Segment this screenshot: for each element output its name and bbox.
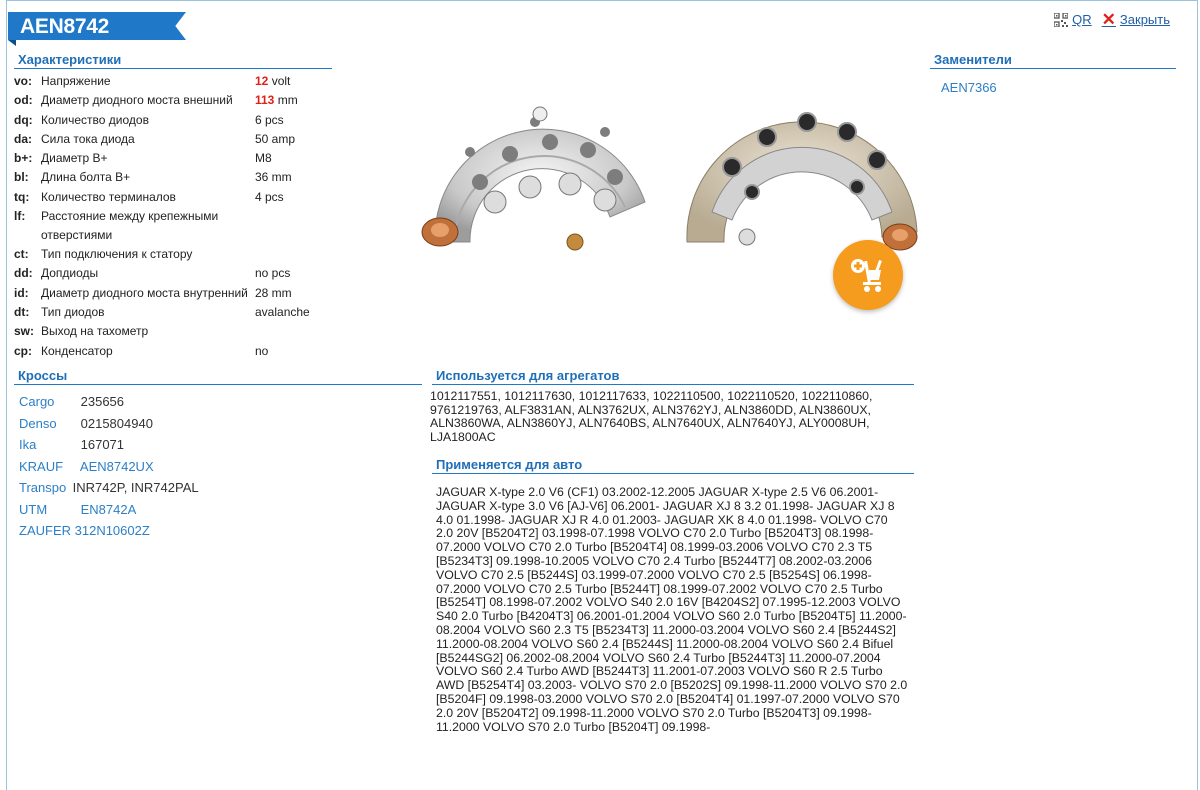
applied-for-list: JAGUAR X-type 2.0 V6 (CF1) 03.2002-12.2005 JAGUAR X-type 2.5 V6 06.2001- JAGUAR X-type 3.0 V6 [AJ-V6] 06.2001- JAGUAR XJ 8 3.2 01.1998- JAGUAR XJ 8 4.0 01.1998- JAGUAR XJ R 4.0 01.2003- JAGUAR XK 8 4.0 01.1998- VOLVO C70 2.0 20V [B5204T2] 03.1998-07.1998 VOLVO C70 2.0 Turbo [B5204T3] 08.1998-07.2000 VOLVO C70 2.0 Turbo [B5204T4] 08.1999-03.2006 VOLVO C70 2.3 T5 [B5234T3] 09.1998-10.2005 VOLVO C70 2.4 Turbo [B5244T7] 08.2002-03.2006 VOLVO C70 2.5 [B5244S] 03.1999-07.2000 VOLVO C70 2.5 [B5254S] 06.1998-07.2000 VOLVO C70 2.5 Turbo [B5244T] 08.1999-07.2002 VOLVO C70 2.5 Turbo [B5254T] 08.1998-07.2002 VOLVO S40 2.0 16V [B4204S2] 07.1995-12.2003 VOLVO S40 2.0 Turbo [B4204T3] 06.2001-01.2004 VOLVO S60 2.0 Turbo [B5204T5] 11.2000-08.2004 VOLVO S60 2.3 T5 [B5234T3] 11.2000-03.2004 VOLVO S60 2.4 [B5244S2] 11.2000-08.2004 VOLVO S60 2.4 [B5244S] 11.2000-08.2004 VOLVO S60 2.4 Bifuel [B5244SG2] 06.2002-08.2004 VOLVO S60 2.4 Turbo [B5244T3] 11.2000-07.2004 VOLVO S60 2.4 Turbo AWD [B5244T3] 11.2001-07.2003 VOLVO S60 R 2.5 Turbo AWD [B5254T4] 03.2003- VOLVO S70 2.0 [B5202S] 09.1998-11.2000 VOLVO S70 2.0 [B5204F] 09.1998-03.2000 VOLVO S70 2.0 [B5204T4] 01.1997-07.2000 VOLVO S70 2.0 20V [B5204T2] 09.1998-11.2000 VOLVO S70 2.0 Turbo [B5204T3] 09.1998-11.2000 VOLVO S70 2.0 Turbo [B5204T] 09.1998- — [436, 485, 908, 734]
characteristic-code: b+: — [14, 151, 33, 166]
characteristic-value-cell — [255, 72, 310, 91]
characteristic-value-cell — [255, 342, 310, 361]
characteristic-row — [14, 303, 310, 322]
characteristic-value-cell — [255, 284, 310, 303]
characteristic-code: bl: — [14, 170, 29, 185]
characteristic-value: M8 — [255, 151, 272, 166]
cross-row — [14, 477, 422, 499]
characteristic-value: 50 amp — [255, 131, 296, 146]
characteristic-code: dd: — [14, 266, 33, 281]
add-to-cart-icon — [833, 240, 903, 310]
characteristic-value-cell — [255, 168, 310, 187]
characteristic-value-cell — [255, 264, 310, 283]
characteristic-unit: volt — [268, 74, 291, 88]
characteristic-value: avalanche — [255, 304, 310, 319]
crosses-list — [14, 391, 422, 542]
characteristic-row — [14, 207, 310, 245]
close-label: Закрыть — [1119, 12, 1170, 27]
characteristic-code: od: — [14, 93, 33, 108]
cross-brand: Transpo — [19, 480, 67, 495]
characteristic-value: 12 — [255, 74, 269, 88]
characteristic-row — [14, 188, 310, 207]
cross-number: 235656 — [80, 394, 125, 409]
cross-number: 167071 — [80, 437, 125, 452]
characteristic-name: Тип подключения к статору — [41, 247, 193, 262]
characteristic-code: dt: — [14, 304, 30, 319]
rectifier-front-image — [410, 92, 670, 272]
cross-row — [14, 434, 422, 456]
characteristic-row — [14, 149, 310, 168]
characteristic-name: Напряжение — [41, 74, 111, 88]
characteristics-title: Характеристики — [14, 52, 332, 69]
ribbon-fold — [8, 40, 16, 46]
characteristic-code: ct: — [14, 247, 29, 262]
characteristic-code: vo: — [14, 74, 32, 88]
crosses-title: Кроссы — [14, 368, 422, 385]
characteristic-value: 36 mm — [255, 170, 292, 185]
characteristic-name: Выход на тахометр — [41, 324, 149, 339]
characteristic-code: id: — [14, 285, 29, 300]
characteristic-name: Расстояние между крепежными отверстиями — [41, 209, 219, 243]
add-to-cart-button[interactable] — [833, 240, 903, 310]
characteristic-name: Сила тока диода — [41, 131, 135, 146]
characteristic-name: Допдиоды — [41, 266, 99, 281]
applied-for-section — [432, 457, 914, 734]
characteristic-name: Диаметр диодного моста внутренний — [41, 285, 248, 300]
cross-brand: Ika — [19, 437, 37, 452]
crosses-section — [14, 368, 422, 542]
characteristic-code: lf: — [14, 209, 26, 224]
cross-row — [14, 413, 422, 435]
characteristic-value-cell — [255, 149, 310, 168]
characteristic-value-cell — [255, 188, 310, 207]
characteristic-name: Тип диодов — [41, 304, 105, 319]
characteristic-code: cp: — [14, 343, 32, 358]
characteristics-section — [14, 52, 332, 361]
characteristic-row — [14, 245, 310, 264]
characteristics-table — [14, 72, 310, 361]
characteristic-name: Конденсатор — [41, 343, 113, 358]
characteristic-value: 113 — [255, 93, 275, 108]
cross-row — [14, 391, 422, 413]
characteristic-row — [14, 91, 310, 110]
applied-for-title: Применяется для авто — [432, 457, 914, 474]
characteristic-value-cell — [255, 130, 310, 149]
cross-number[interactable]: AEN8742UX — [79, 458, 154, 474]
used-for-list: 1012117551, 1012117630, 1012117633, 1022110500, 1022110520, 1022110860, 9761219763, ALF3831AN, ALN3762UX, ALN3762YJ, ALN3860DD, ALN3860UX, ALN3860WA, ALN3860YJ, ALN7640BS, ALN7640UX, ALN7640YJ, ALY0008UH, LJA1800AC — [430, 389, 873, 444]
cross-brand: Denso — [19, 415, 57, 431]
qr-code-icon — [1054, 13, 1068, 27]
replacements-title: Заменители — [930, 52, 1176, 69]
characteristic-name: Диаметр B+ — [41, 151, 108, 166]
characteristic-value: 6 pcs — [255, 112, 284, 127]
characteristic-row — [14, 130, 310, 149]
characteristic-name: Количество диодов — [41, 112, 149, 127]
characteristic-row — [14, 111, 310, 130]
used-for-title: Используется для агрегатов — [432, 368, 914, 385]
characteristic-code: sw: — [14, 324, 35, 339]
characteristic-name: Диаметр диодного моста внешний — [41, 93, 233, 108]
cross-number: 0215804940 — [80, 415, 153, 431]
characteristic-row — [14, 264, 310, 283]
close-icon: ✕ — [1101, 10, 1116, 29]
qr-link[interactable] — [1054, 12, 1092, 27]
characteristic-value-cell — [255, 91, 310, 110]
characteristic-code: tq: — [14, 189, 30, 204]
characteristic-value-cell — [255, 207, 310, 245]
characteristic-code: dq: — [14, 112, 33, 127]
characteristic-value: no pcs — [255, 266, 291, 281]
cross-brand: KRAUF — [19, 458, 64, 474]
characteristic-value: 28 mm — [255, 285, 292, 300]
replacements-section — [930, 52, 1176, 95]
used-for-section — [432, 368, 914, 444]
characteristic-value-cell — [255, 245, 310, 264]
characteristic-unit: mm — [274, 93, 298, 108]
characteristic-code: da: — [14, 131, 32, 146]
characteristic-value-cell — [255, 303, 310, 322]
part-number-title: AEN8742 — [20, 15, 109, 38]
cross-number[interactable]: 312N10602Z — [74, 523, 150, 538]
cross-brand: UTM — [19, 501, 48, 517]
cross-row — [14, 456, 422, 478]
characteristic-row — [14, 168, 310, 187]
characteristic-name: Длина болта B+ — [41, 170, 131, 185]
cross-row — [14, 520, 422, 542]
replacement-link[interactable]: AEN7366 — [941, 80, 997, 95]
characteristic-value: 4 pcs — [255, 189, 284, 204]
cross-number: INR742P, INR742PAL — [72, 480, 199, 495]
top-actions — [1054, 12, 1170, 27]
cross-brand: ZAUFER — [19, 523, 71, 538]
characteristic-name: Количество терминалов — [41, 189, 176, 204]
characteristic-row — [14, 322, 310, 341]
cross-brand: Cargo — [19, 394, 55, 409]
close-link[interactable] — [1102, 12, 1170, 27]
characteristic-row — [14, 72, 310, 91]
characteristic-value-cell — [255, 111, 310, 130]
characteristic-row — [14, 342, 310, 361]
characteristic-value-cell — [255, 322, 310, 341]
qr-label: QR — [1072, 12, 1092, 27]
title-ribbon — [8, 12, 186, 42]
characteristic-value: no — [255, 343, 269, 358]
characteristic-row — [14, 284, 310, 303]
cross-number[interactable]: EN8742A — [80, 501, 137, 517]
cross-row — [14, 499, 422, 521]
